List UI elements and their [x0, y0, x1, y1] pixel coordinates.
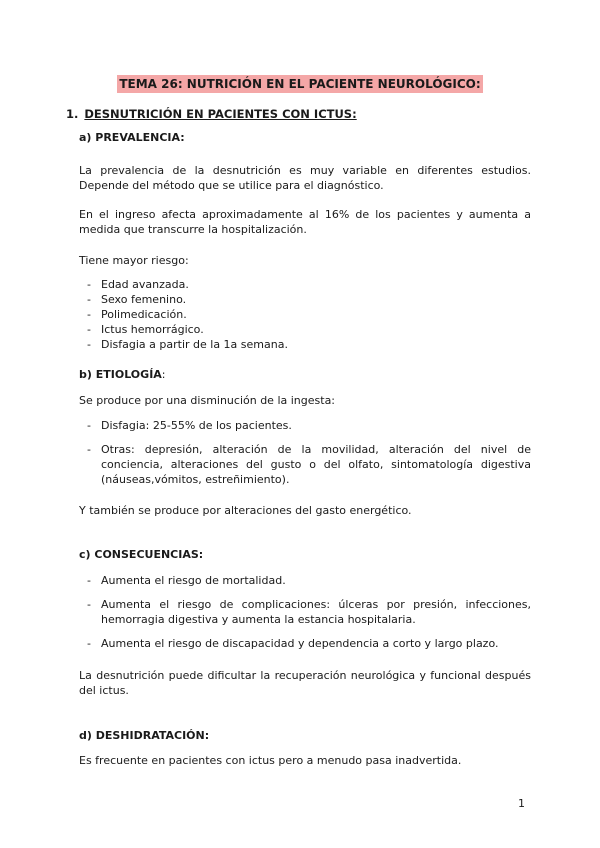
risk-intro: Tiene mayor riesgo: — [79, 254, 189, 267]
page-number: 1 — [518, 797, 525, 810]
prevalencia-paragraph-1: La prevalencia de la desnutrición es muy variable en diferentes estudios. Depende del método que se utilice para el diagnóstico. — [79, 164, 531, 192]
consecuencias-heading: c) CONSECUENCIAS: — [79, 548, 204, 561]
consecuencias-list — [79, 573, 531, 660]
consecuencias-closing: La desnutrición puede dificultar la recuperación neurológica y funcional después del ictus. — [79, 669, 531, 697]
etiologia-closing: Y también se produce por alteraciones del gasto energético. — [79, 504, 412, 517]
list-item: - Otras: depresión, alteración de la movilidad, alteración del nivel de conciencia, alteraciones del gusto o del olfato, sintomatología digestiva (náuseas,vómitos, estreñimiento). — [79, 442, 531, 487]
list-item: - Ictus hemorrágico. — [79, 322, 531, 337]
list-item: - Disfagia: 25-55% de los pacientes. — [79, 418, 531, 433]
list-item: - Sexo femenino. — [79, 292, 531, 307]
prevalencia-paragraph-2: En el ingreso afecta aproximadamente al 16% de los pacientes y aumenta a medida que transcurre la hospitalización. — [79, 208, 531, 236]
section-title: DESNUTRICIÓN EN PACIENTES CON ICTUS: — [84, 107, 357, 121]
section-number: 1. — [66, 107, 79, 121]
title-highlight: TEMA 26: NUTRICIÓN EN EL PACIENTE NEUROLÓGICO: — [119, 77, 481, 91]
document-title — [0, 73, 600, 93]
risk-list — [79, 277, 531, 352]
list-item: - Aumenta el riesgo de discapacidad y dependencia a corto y largo plazo. — [79, 636, 531, 651]
section-1-heading — [66, 107, 357, 121]
list-item: - Polimedicación. — [79, 307, 531, 322]
etiologia-heading-colon: : — [161, 368, 166, 381]
etiologia-heading — [79, 368, 166, 381]
etiologia-intro: Se produce por una disminución de la ingesta: — [79, 394, 336, 407]
etiologia-list — [79, 418, 531, 496]
deshidratacion-heading: d) DESHIDRATACIÓN: — [79, 729, 210, 742]
list-item: - Edad avanzada. — [79, 277, 531, 292]
list-item: - Aumenta el riesgo de mortalidad. — [79, 573, 531, 588]
deshidratacion-paragraph: Es frecuente en pacientes con ictus pero a menudo pasa inadvertida. — [79, 754, 462, 767]
list-item: - Disfagia a partir de la 1a semana. — [79, 337, 531, 352]
etiologia-heading-text: b) ETIOLOGÍA — [79, 368, 162, 381]
list-item: - Aumenta el riesgo de complicaciones: úlceras por presión, infecciones, hemorragia digestiva y aumenta la estancia hospitalaria. — [79, 597, 531, 627]
prevalencia-heading: a) PREVALENCIA: — [79, 131, 185, 144]
